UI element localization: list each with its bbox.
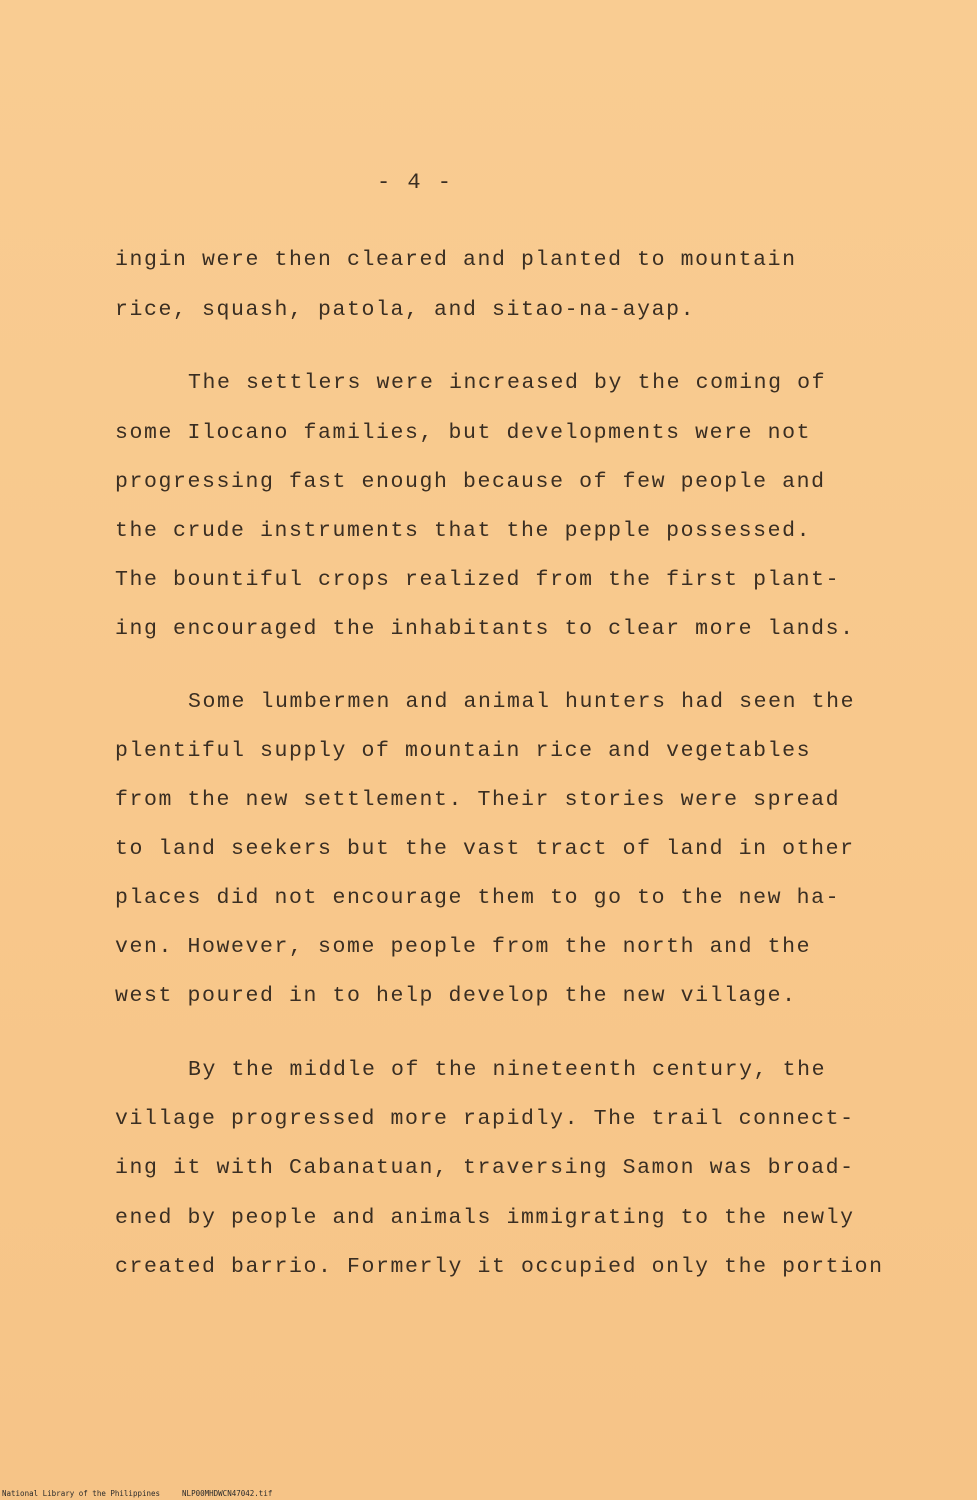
text-line: created barrio. Formerly it occupied only the portion	[115, 1255, 884, 1279]
text-line: ven. However, some people from the north and the	[115, 935, 812, 959]
text-line: ened by people and animals immigrating to the newly	[115, 1206, 855, 1230]
text-line: from the new settlement. Their stories were spread	[115, 788, 841, 812]
library-credit: National Library of the Philippines	[2, 1489, 161, 1498]
text-line: the crude instruments that the pepple possessed.	[115, 519, 812, 543]
paragraph-first-line: Some lumbermen and animal hunters had seen the	[188, 690, 856, 714]
text-line: village progressed more rapidly. The trail connect-	[115, 1107, 855, 1131]
text-line: progressing fast enough because of few people and	[115, 470, 826, 494]
text-line: some Ilocano families, but developments were not	[115, 421, 812, 445]
text-line: The bountiful crops realized from the first plant-	[115, 568, 841, 592]
paragraph-first-line: The settlers were increased by the coming of	[188, 371, 827, 395]
paragraph-first-line: By the middle of the nineteenth century, the	[188, 1058, 827, 1082]
scan-footer	[2, 1489, 272, 1498]
text-line: plentiful supply of mountain rice and vegetables	[115, 739, 812, 763]
text-line: ing it with Cabanatuan, traversing Samon was broad-	[115, 1156, 855, 1180]
page-number: - 4 -	[376, 170, 453, 195]
scan-filename: NLP00MHDWCN47042.tif	[182, 1489, 273, 1498]
text-line: west poured in to help develop the new village.	[115, 984, 797, 1008]
text-line: places did not encourage them to go to the new ha-	[115, 886, 841, 910]
text-line: ing encouraged the inhabitants to clear more lands.	[115, 617, 855, 641]
text-line: to land seekers but the vast tract of land in other	[115, 837, 855, 861]
text-line: rice, squash, patola, and sitao-na-ayap.	[115, 298, 696, 322]
text-line: ingin were then cleared and planted to mountain	[115, 248, 797, 272]
